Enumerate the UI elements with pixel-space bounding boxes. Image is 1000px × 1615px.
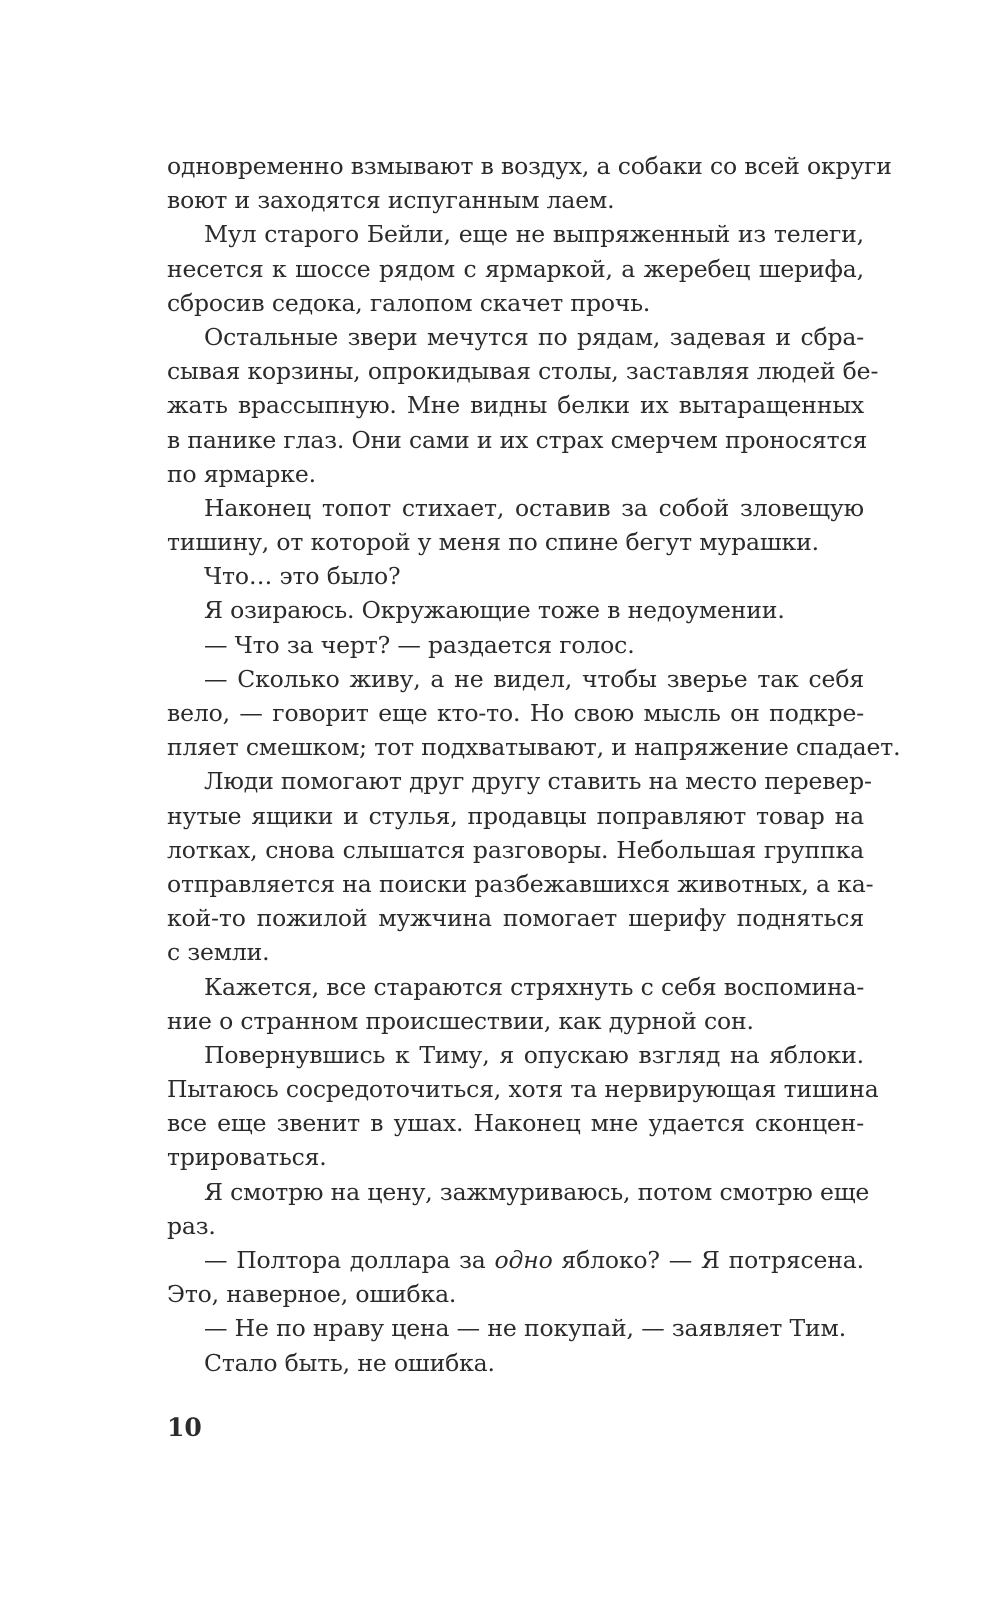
text-line: кой-то пожилой мужчина помогает шерифу подняться	[167, 904, 864, 933]
text-line: раз.	[167, 1211, 216, 1240]
text-line: пляет смешком; тот подхватывают, и напряжение спадает.	[167, 733, 901, 762]
text-segment: яблоко? — Я потрясена.	[552, 1246, 864, 1274]
text-line: по ярмарке.	[167, 459, 316, 488]
text-line: Кажется, все стараются стряхнуть с себя воспомина-	[204, 972, 865, 1001]
text-line: трироваться.	[167, 1143, 327, 1172]
text-line: Остальные звери мечутся по рядам, задевая и сбра-	[204, 322, 864, 351]
text-line: ние о странном происшествии, как дурной сон.	[167, 1006, 754, 1035]
text-line: все еще звенит в ушах. Наконец мне удается сконцен-	[167, 1109, 864, 1138]
text-line: одновременно взмывают в воздух, а собаки со всей округи	[167, 152, 892, 180]
text-line: Я смотрю на цену, зажмуриваюсь, потом смотрю еще	[204, 1177, 870, 1206]
text-line: — Не по нраву цена — не покупай, — заявляет Тим.	[204, 1314, 847, 1343]
text-line: сывая корзины, опрокидывая столы, заставляя людей бе-	[167, 357, 879, 386]
text-segment: — Полтора доллара за	[204, 1246, 495, 1274]
text-line: жать врассыпную. Мне видны белки их вытаращенных	[167, 391, 864, 420]
text-line	[167, 1243, 864, 1277]
text-line: Что… это было?	[204, 562, 401, 591]
text-line: Повернувшись к Тиму, я опускаю взгляд на яблоки.	[204, 1040, 864, 1069]
text-line: нутые ящики и стулья, продавцы поправляют товар на	[167, 801, 864, 830]
text-line: в панике глаз. Они сами и их страх смерчем проносятся	[167, 425, 868, 454]
text-lines-head	[167, 149, 901, 1243]
body-text	[167, 149, 901, 1380]
text-line: сбросив седока, галопом скачет прочь.	[167, 288, 651, 317]
text-line: с земли.	[167, 938, 270, 967]
emphasized-word: одно	[494, 1246, 553, 1274]
text-line: вело, — говорит еще кто-то. Но свою мысль он подкре-	[167, 699, 864, 727]
text-line: тишину, от которой у меня по спине бегут мурашки.	[167, 528, 819, 557]
text-line: Я озираюсь. Окружающие тоже в недоумении.	[204, 596, 785, 625]
page-number: 10	[167, 1413, 202, 1442]
text-line: Наконец топот стихает, оставив за собой зловещую	[204, 493, 864, 522]
text-line: Люди помогают друг другу ставить на место перевер-	[204, 767, 872, 796]
text-line: Мул старого Бейли, еще не выпряженный из телеги,	[204, 220, 864, 249]
text-lines-tail	[167, 1277, 864, 1380]
text-line: Пытаюсь сосредоточиться, хотя та нервирующая тишина	[167, 1075, 879, 1104]
text-line: Это, наверное, ошибка.	[167, 1280, 457, 1309]
text-line: лотках, снова слышатся разговоры. Небольшая группка	[167, 835, 864, 864]
text-line: — Что за черт? — раздается голос.	[204, 630, 635, 659]
text-line: Стало быть, не ошибка.	[204, 1348, 495, 1377]
text-line: отправляется на поиски разбежавшихся животных, а ка-	[167, 869, 874, 898]
text-line: воют и заходятся испуганным лаем.	[167, 186, 615, 215]
text-line: несется к шоссе рядом с ярмаркой, а жеребец шерифа,	[167, 254, 864, 283]
text-line: — Сколько живу, а не видел, чтобы зверье так себя	[204, 664, 864, 693]
